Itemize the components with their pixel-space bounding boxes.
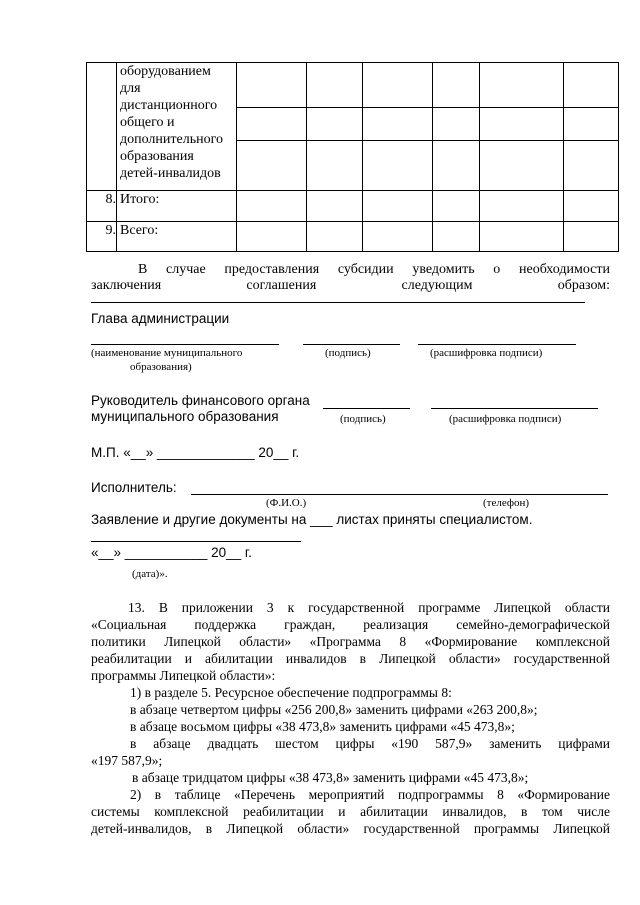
table-name-line: для bbox=[120, 81, 141, 96]
s13-para-line: реабилитации и абилитации инвалидов в Липецкой области» государственной bbox=[91, 651, 610, 666]
caption-municipality-name-2: образования) bbox=[130, 361, 192, 373]
caption-signature: (подпись) bbox=[340, 413, 386, 425]
s13-item: 2) в таблице «Перечень мероприятий подпрограммы 8 «Формирование bbox=[130, 787, 610, 802]
notice-line-2: заключения соглашения следующим образом: bbox=[91, 278, 610, 293]
finance-head-title-2: муниципального образования bbox=[91, 409, 279, 424]
s13-item: детей-инвалидов, в Липецкой области» государственной программы Липецкой bbox=[91, 821, 610, 836]
table-cell bbox=[237, 63, 307, 108]
finance-head-title: Руководитель финансового органа bbox=[91, 393, 310, 408]
s13-item: системы комплексной реабилитации и абилитации инвалидов, в том числе bbox=[91, 804, 610, 819]
s13-para-line: программы Липецкой области»: bbox=[91, 668, 276, 683]
table-cell bbox=[564, 141, 619, 191]
s13-para-line: политики Липецкой области» «Программа 8 «Формирование комплексной bbox=[91, 634, 610, 649]
table-name-line: дистанционного bbox=[120, 98, 218, 113]
table-cell bbox=[480, 63, 564, 108]
table-cell bbox=[363, 141, 433, 191]
table-cell bbox=[433, 141, 480, 191]
table-cell bbox=[307, 63, 363, 108]
caption-date: (дата)». bbox=[132, 568, 168, 580]
table-name-line: дополнительного bbox=[120, 132, 223, 147]
blank-line bbox=[323, 408, 410, 409]
s13-para-line: «Социальная поддержка граждан, реализация семейно-демографической bbox=[91, 617, 610, 632]
caption-signature: (подпись) bbox=[325, 347, 371, 359]
table-cell bbox=[564, 191, 619, 222]
table-cell bbox=[307, 222, 363, 252]
s13-item: «197 587,9»; bbox=[91, 753, 163, 768]
table-cell bbox=[564, 108, 619, 141]
table-cell bbox=[433, 108, 480, 141]
caption-fio: (Ф.И.О.) bbox=[266, 497, 307, 509]
executor-label: Исполнитель: bbox=[91, 480, 177, 495]
table-cell bbox=[307, 191, 363, 222]
table-cell bbox=[480, 108, 564, 141]
table-name-line: детей-инвалидов bbox=[120, 166, 221, 181]
s13-item: в абзаце восьмом цифры «38 473,8» заменить цифрами «45 473,8»; bbox=[130, 719, 515, 734]
blank-line bbox=[191, 494, 608, 495]
table-cell bbox=[480, 191, 564, 222]
table-cell bbox=[564, 222, 619, 252]
s13-item: в абзаце тридцатом цифры «38 473,8» заменить цифрами «45 473,8»; bbox=[132, 770, 529, 785]
table-cell bbox=[237, 191, 307, 222]
table-cell bbox=[363, 222, 433, 252]
s13-item: в абзаце двадцать шестом цифры «190 587,9» заменить цифрами bbox=[130, 736, 610, 751]
caption-phone: (телефон) bbox=[483, 497, 530, 509]
table-cell bbox=[433, 63, 480, 108]
table-cell bbox=[433, 222, 480, 252]
blank-line bbox=[418, 344, 576, 345]
table-row-label: Всего: bbox=[117, 222, 237, 252]
s13-item: 1) в разделе 5. Ресурсное обеспечение подпрограммы 8: bbox=[130, 685, 452, 700]
caption-municipality-name: (наименование муниципального bbox=[91, 347, 243, 359]
table-cell bbox=[237, 108, 307, 141]
table-cell bbox=[433, 191, 480, 222]
date-line: «__» ___________ 20__ г. bbox=[91, 545, 252, 560]
table-name-line: образования bbox=[120, 149, 194, 164]
table-cell bbox=[307, 108, 363, 141]
blank-line bbox=[91, 344, 279, 345]
s13-para-line: 13. В приложении 3 к государственной программе Липецкой области bbox=[128, 600, 610, 615]
blank-line bbox=[303, 344, 400, 345]
table-row-num: 9. bbox=[87, 222, 117, 252]
head-admin-title: Глава администрации bbox=[91, 311, 230, 326]
table-cell-num bbox=[87, 63, 117, 191]
caption-decoding: (расшифровка подписи) bbox=[430, 347, 543, 359]
table-cell bbox=[480, 222, 564, 252]
table-cell bbox=[363, 108, 433, 141]
blank-line bbox=[91, 541, 301, 542]
table-cell bbox=[307, 141, 363, 191]
table-cell-name bbox=[117, 63, 237, 191]
table-cell bbox=[363, 191, 433, 222]
table-cell bbox=[564, 63, 619, 108]
table-cell bbox=[480, 141, 564, 191]
table-name-line: оборудованием bbox=[120, 64, 211, 79]
table-cell bbox=[237, 141, 307, 191]
s13-item: в абзаце четвертом цифры «256 200,8» заменить цифрами «263 200,8»; bbox=[130, 702, 538, 717]
table-cell bbox=[237, 222, 307, 252]
table-row-label: Итого: bbox=[117, 191, 237, 222]
caption-decoding: (расшифровка подписи) bbox=[449, 413, 562, 425]
notice-line-1: В случае предоставления субсидии уведомить о необходимости bbox=[138, 262, 610, 277]
accepted-line: Заявление и другие документы на ___ листах приняты специалистом. bbox=[91, 512, 533, 527]
blank-line bbox=[91, 302, 585, 303]
table-row-num: 8. bbox=[87, 191, 117, 222]
table-name-line: общего и bbox=[120, 115, 175, 130]
blank-line bbox=[431, 408, 598, 409]
table-cell bbox=[363, 63, 433, 108]
funding-table bbox=[86, 62, 619, 252]
stamp-line: М.П. «__» _____________ 20__ г. bbox=[91, 445, 300, 460]
